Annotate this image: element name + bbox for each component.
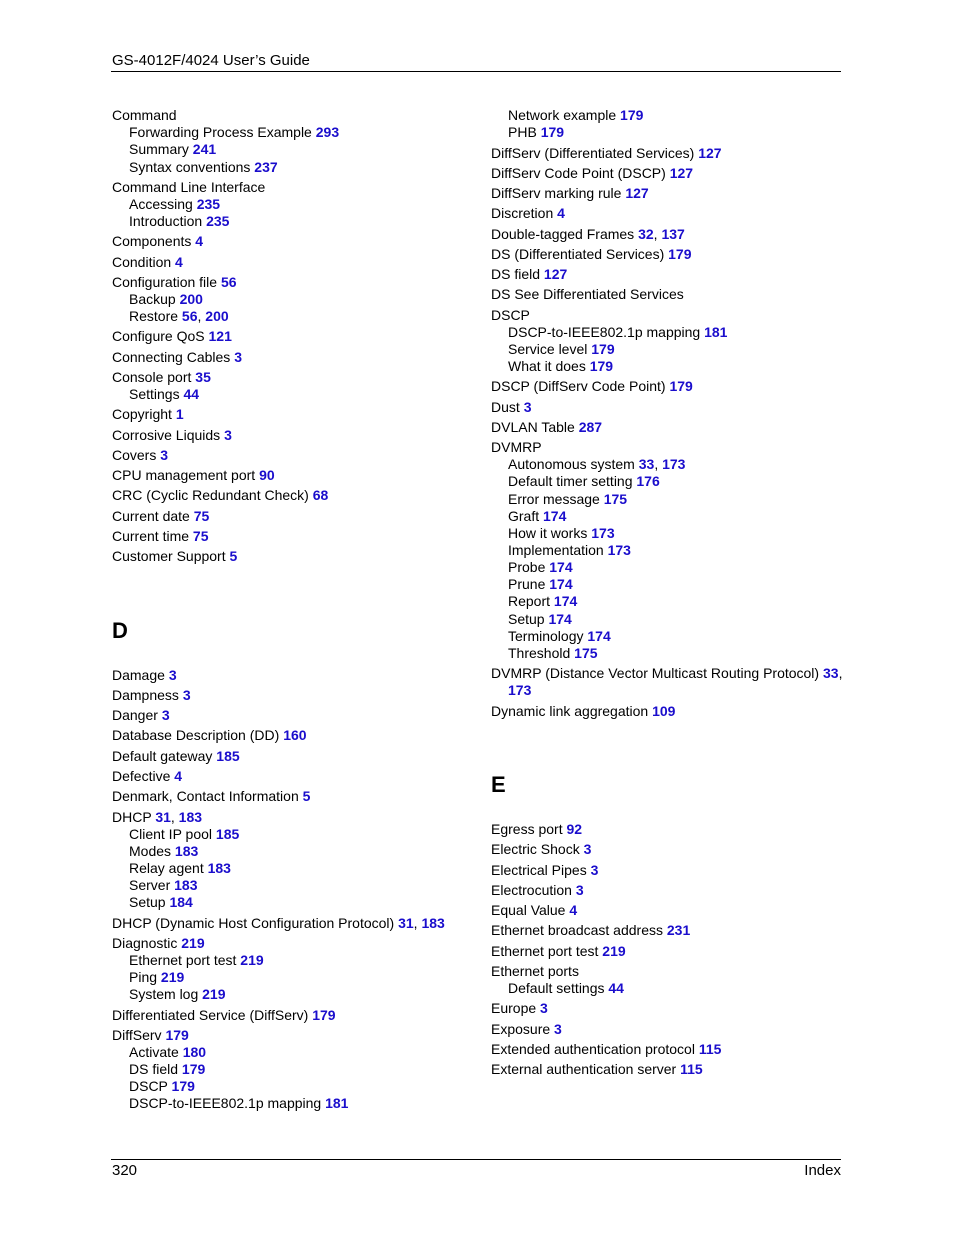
index-term: Threshold	[508, 645, 571, 661]
page-link[interactable]: 174	[548, 611, 572, 627]
index-entry	[112, 427, 232, 444]
index-entry: DHCP 31, 183	[112, 809, 203, 825]
index-entry	[112, 487, 328, 504]
index-term: Graft	[508, 508, 540, 524]
page-link[interactable]: 179	[668, 246, 692, 262]
index-term: Relay agent	[129, 860, 204, 876]
index-term: Danger	[112, 707, 158, 723]
index-subentry	[129, 159, 278, 176]
index-entry: DVMRP (Distance Vector Multicast Routing Protocol) 33,	[491, 665, 843, 681]
index-term: Dust	[491, 399, 520, 415]
index-term: Command Line Interface	[112, 179, 266, 195]
page-link[interactable]: 184	[169, 894, 193, 910]
index-term: Introduction	[129, 213, 203, 229]
page-link[interactable]: 4	[557, 205, 565, 221]
page-link[interactable]: 183	[207, 860, 231, 876]
page-link[interactable]: 235	[196, 196, 221, 212]
index-term: Double-tagged Frames	[491, 226, 635, 242]
page-link[interactable]: 293	[315, 124, 340, 140]
index-subentry	[508, 473, 660, 490]
page-link[interactable]: 127	[669, 165, 694, 181]
index-subentry	[129, 826, 239, 843]
page-link[interactable]: 181	[704, 324, 728, 340]
index-entry	[491, 1061, 703, 1078]
index-entry	[112, 254, 183, 271]
index-term: DS field	[129, 1061, 179, 1077]
index-subentry	[508, 593, 577, 610]
page-link[interactable]: 219	[181, 935, 205, 951]
page-link[interactable]: 4	[195, 233, 204, 249]
index-term: Covers	[112, 447, 157, 463]
index-entry	[491, 963, 579, 980]
page-link[interactable]: 200	[205, 308, 229, 324]
page-link[interactable]: 3	[575, 882, 584, 898]
index-term: Europe	[491, 1000, 537, 1016]
index-term: DS (Differentiated Services)	[491, 246, 665, 262]
index-subentry	[129, 1061, 205, 1078]
index-term: Error message	[508, 491, 600, 507]
page-link[interactable]: 109	[652, 703, 676, 719]
page-link[interactable]: 174	[587, 628, 611, 644]
page-link[interactable]: 174	[553, 593, 578, 609]
page-link[interactable]: 183	[421, 915, 445, 931]
index-term: DHCP	[112, 809, 152, 825]
index-subentry	[508, 980, 624, 997]
page-link[interactable]: 68	[312, 487, 329, 503]
index-term: Customer Support	[112, 548, 226, 564]
index-term: Default gateway	[112, 748, 213, 764]
index-term: Accessing	[129, 196, 193, 212]
index-entry	[112, 1007, 336, 1024]
page-link[interactable]: 56	[220, 274, 237, 290]
index-entry	[491, 378, 693, 395]
page-link[interactable]: 3	[160, 447, 169, 463]
index-entry	[112, 179, 265, 196]
index-subentry	[129, 213, 229, 230]
index-subentry	[508, 645, 598, 662]
index-entry	[491, 862, 598, 879]
index-term: Default timer setting	[508, 473, 633, 489]
page-link[interactable]: 75	[193, 508, 210, 524]
page-link[interactable]: 90	[259, 467, 275, 483]
index-term: DiffServ	[112, 1027, 162, 1043]
index-entry	[112, 349, 242, 366]
index-term: DVLAN Table	[491, 419, 575, 435]
page-link[interactable]: 127	[543, 266, 568, 282]
page-link[interactable]: 179	[589, 358, 614, 374]
index-entry	[491, 286, 684, 303]
page-link[interactable]: 35	[195, 369, 211, 385]
page-link[interactable]: 174	[543, 508, 567, 524]
index-subentry	[129, 894, 193, 911]
index-term: System log	[129, 986, 199, 1002]
index-entry	[491, 439, 542, 456]
index-entry	[112, 328, 232, 345]
index-term: Denmark, Contact Information	[112, 788, 299, 804]
index-term: Damage	[112, 667, 165, 683]
index-term: Database Description (DD)	[112, 727, 280, 743]
page-link[interactable]: 173	[508, 682, 532, 698]
index-term: DSCP-to-IEEE802.1p mapping	[508, 324, 701, 340]
index-term: External authentication server	[491, 1061, 677, 1077]
index-term: Ethernet port test	[129, 952, 237, 968]
index-term: Configure QoS	[112, 328, 205, 344]
index-term: Equal Value	[491, 902, 566, 918]
index-term: DS See Differentiated Services	[491, 286, 684, 302]
page-link[interactable]: 179	[165, 1027, 189, 1043]
page-link[interactable]: 121	[208, 328, 232, 344]
index-entry	[491, 922, 690, 939]
index-term: Default settings	[508, 980, 605, 996]
index-term: Egress port	[491, 821, 563, 837]
page-link[interactable]: 3	[161, 707, 170, 723]
page-link[interactable]: 219	[602, 943, 626, 959]
index-entry	[491, 882, 584, 899]
page-link[interactable]: 4	[174, 768, 183, 784]
page-link[interactable]: 4	[175, 254, 183, 270]
page-link[interactable]: 185	[215, 826, 240, 842]
index-entry	[112, 748, 240, 765]
index-term: Configuration file	[112, 274, 218, 290]
index-entry-continuation	[508, 682, 531, 699]
index-entry	[491, 205, 565, 222]
index-entry	[112, 467, 275, 484]
index-entry	[491, 266, 567, 283]
page-link[interactable]: 179	[669, 378, 693, 394]
index-subentry	[508, 628, 611, 645]
page-link[interactable]: 174	[549, 559, 573, 575]
index-term: Report	[508, 593, 551, 609]
index-entry	[112, 107, 177, 124]
page-link[interactable]: 241	[192, 141, 217, 157]
index-letter-heading: D	[112, 618, 128, 643]
index-term: PHB	[508, 124, 537, 140]
page-link[interactable]: 174	[549, 576, 573, 592]
page-link[interactable]: 92	[566, 821, 583, 837]
page-link[interactable]: 31	[155, 809, 171, 825]
index-term: DSCP	[491, 307, 530, 323]
index-term: CPU management port	[112, 467, 256, 483]
page-link[interactable]: 183	[174, 843, 199, 859]
index-term: Components	[112, 233, 192, 249]
index-term: DiffServ Code Point (DSCP)	[491, 165, 666, 181]
index-entry	[112, 935, 205, 952]
index-term: Electrical Pipes	[491, 862, 587, 878]
index-entry	[491, 1000, 548, 1017]
index-term: DiffServ (Differentiated Services)	[491, 145, 695, 161]
index-term: Setup	[508, 611, 545, 627]
index-entry	[112, 406, 184, 423]
index-entry	[112, 274, 237, 291]
index-term: Console port	[112, 369, 192, 385]
index-subentry	[129, 124, 339, 141]
page-link[interactable]: 175	[603, 491, 628, 507]
index-entry: DHCP (Dynamic Host Configuration Protocol) 31, 183	[112, 915, 445, 931]
index-term: DSCP-to-IEEE802.1p mapping	[129, 1095, 322, 1111]
index-entry	[491, 841, 591, 858]
page-link[interactable]: 179	[181, 1061, 206, 1077]
page-link[interactable]: 3	[182, 687, 191, 703]
index-subentry	[508, 341, 615, 358]
index-entry	[112, 369, 211, 386]
index-term: Activate	[129, 1044, 179, 1060]
index-entry	[112, 1027, 189, 1044]
index-subentry	[129, 141, 216, 158]
index-term: Ethernet ports	[491, 963, 579, 979]
index-term: Implementation	[508, 542, 604, 558]
page-link[interactable]: 5	[229, 548, 238, 564]
index-entry	[491, 145, 722, 162]
index-term: Syntax conventions	[129, 159, 251, 175]
index-entry	[491, 307, 530, 324]
index-entry	[112, 687, 191, 704]
page-link[interactable]: 3	[554, 1021, 562, 1037]
page-link[interactable]: 127	[698, 145, 722, 161]
page-link[interactable]: 237	[254, 159, 278, 175]
index-subentry	[508, 525, 615, 542]
page-link[interactable]: 200	[179, 291, 203, 307]
page-link[interactable]: 3	[224, 427, 232, 443]
page-link[interactable]: 3	[540, 1000, 548, 1016]
page-link[interactable]: 31	[398, 915, 414, 931]
index-term: Server	[129, 877, 171, 893]
index-subentry	[508, 124, 564, 141]
page-link[interactable]: 183	[178, 809, 203, 825]
index-term: DS field	[491, 266, 541, 282]
index-subentry: Autonomous system 33, 173	[508, 456, 686, 472]
index-term: Autonomous system	[508, 456, 635, 472]
index-subentry	[129, 1078, 195, 1095]
index-term: CRC (Cyclic Redundant Check)	[112, 487, 309, 503]
page-link[interactable]: 183	[174, 877, 198, 893]
index-subentry	[129, 386, 199, 403]
page-link[interactable]: 44	[183, 386, 200, 402]
index-term: Diagnostic	[112, 935, 178, 951]
page-link[interactable]: 173	[607, 542, 631, 558]
index-term: Modes	[129, 843, 172, 859]
index-term: Connecting Cables	[112, 349, 231, 365]
index-term: Setup	[129, 894, 166, 910]
page-link[interactable]: 3	[523, 399, 532, 415]
index-term: Prune	[508, 576, 546, 592]
index-entry	[491, 1041, 721, 1058]
index-term: Ping	[129, 969, 158, 985]
page-link[interactable]: 231	[666, 922, 691, 938]
page-link[interactable]: 32	[638, 226, 654, 242]
page-link[interactable]: 185	[216, 748, 240, 764]
page-link[interactable]: 3	[583, 841, 592, 857]
footer-rule	[111, 1159, 841, 1160]
index-entry	[112, 233, 203, 250]
page-link[interactable]: 181	[325, 1095, 349, 1111]
index-entry	[112, 447, 168, 464]
index-term: Current time	[112, 528, 190, 544]
index-entry	[491, 165, 693, 182]
index-term: Current date	[112, 508, 190, 524]
page-link[interactable]: 5	[302, 788, 311, 804]
index-subentry	[129, 986, 226, 1003]
index-term: Terminology	[508, 628, 584, 644]
index-letter-heading: E	[491, 772, 506, 797]
index-term: Forwarding Process Example	[129, 124, 312, 140]
index-term: Restore	[129, 308, 179, 324]
index-term: Electrocution	[491, 882, 572, 898]
index-term: Copyright	[112, 406, 172, 422]
index-entry	[112, 707, 170, 724]
index-term: Network example	[508, 107, 617, 123]
index-subentry	[129, 1044, 206, 1061]
index-term: Probe	[508, 559, 546, 575]
index-subentry	[129, 1095, 348, 1112]
page-link[interactable]: 137	[661, 226, 685, 242]
page-link[interactable]: 180	[182, 1044, 207, 1060]
index-subentry	[508, 107, 643, 124]
index-term: What it does	[508, 358, 586, 374]
index-term: DHCP (Dynamic Host Configuration Protocol)	[112, 915, 395, 931]
page-link[interactable]: 219	[202, 986, 226, 1002]
page-link[interactable]: 4	[569, 902, 578, 918]
index-subentry	[508, 508, 566, 525]
page-link[interactable]: 173	[591, 525, 615, 541]
index-term: Backup	[129, 291, 176, 307]
index-entry	[491, 703, 675, 720]
index-entry	[112, 508, 209, 525]
index-term: Ethernet port test	[491, 943, 599, 959]
section-name: Index	[804, 1162, 841, 1179]
page-link[interactable]: 1	[175, 406, 184, 422]
page-link[interactable]: 3	[590, 862, 599, 878]
index-entry	[491, 246, 692, 263]
index-subentry	[129, 877, 197, 894]
index-term: Condition	[112, 254, 172, 270]
index-subentry	[508, 542, 631, 559]
index-subentry	[129, 843, 198, 860]
index-entry	[112, 528, 209, 545]
index-term: How it works	[508, 525, 588, 541]
index-term: Defective	[112, 768, 171, 784]
index-term: Differentiated Service (DiffServ)	[112, 1007, 309, 1023]
page-link[interactable]: 179	[312, 1007, 336, 1023]
index-subentry	[508, 559, 573, 576]
index-subentry	[129, 952, 264, 969]
page-link[interactable]: 115	[698, 1041, 722, 1057]
header-rule	[111, 71, 841, 72]
page-link[interactable]: 75	[192, 528, 209, 544]
page-link[interactable]: 160	[283, 727, 307, 743]
index-subentry	[508, 611, 572, 628]
page-link[interactable]: 175	[574, 645, 598, 661]
index-entry	[112, 548, 237, 565]
index-term: Dynamic link aggregation	[491, 703, 649, 719]
index-subentry	[508, 324, 727, 341]
index-term: Exposure	[491, 1021, 551, 1037]
index-subentry	[508, 576, 573, 593]
index-term: Summary	[129, 141, 189, 157]
page-link[interactable]: 219	[160, 969, 185, 985]
index-subentry	[508, 358, 613, 375]
page-link[interactable]: 179	[171, 1078, 195, 1094]
index-entry	[112, 788, 310, 805]
index-entry	[112, 768, 182, 785]
page-link[interactable]: 176	[636, 473, 660, 489]
index-subentry	[129, 860, 231, 877]
index-term: Command	[112, 107, 177, 123]
index-term: Dampness	[112, 687, 179, 703]
page-link[interactable]: 56	[181, 308, 198, 324]
index-term: DSCP	[129, 1078, 168, 1094]
page-link[interactable]: 44	[608, 980, 624, 996]
index-entry	[491, 902, 577, 919]
index-term: Service level	[508, 341, 588, 357]
index-entry	[112, 667, 177, 684]
index-term: DVMRP (Distance Vector Multicast Routing Protocol)	[491, 665, 820, 681]
index-entry	[491, 943, 626, 960]
page-link[interactable]: 127	[625, 185, 649, 201]
index-term: Client IP pool	[129, 826, 213, 842]
index-subentry	[129, 291, 203, 308]
index-entry	[112, 727, 307, 744]
index-term: Discretion	[491, 205, 554, 221]
page-link[interactable]: 173	[662, 456, 686, 472]
page-link[interactable]: 33	[638, 456, 655, 472]
index-subentry	[129, 196, 220, 213]
index-term: DVMRP	[491, 439, 542, 455]
page-link[interactable]: 179	[620, 107, 644, 123]
page-link[interactable]: 179	[591, 341, 615, 357]
page-link[interactable]: 287	[578, 419, 603, 435]
index-entry: Double-tagged Frames 32, 137	[491, 226, 685, 242]
page-link[interactable]: 235	[206, 213, 230, 229]
index-term: DiffServ marking rule	[491, 185, 622, 201]
index-term: Settings	[129, 386, 180, 402]
page-link[interactable]: 33	[822, 665, 839, 681]
index-subentry	[508, 491, 627, 508]
page-header-title: GS-4012F/4024 User’s Guide	[112, 52, 310, 69]
index-entry	[491, 1021, 562, 1038]
index-entry	[491, 419, 602, 436]
index-term: Corrosive Liquids	[112, 427, 221, 443]
page-link[interactable]: 179	[540, 124, 565, 140]
index-term: Electric Shock	[491, 841, 580, 857]
page-link[interactable]: 3	[168, 667, 177, 683]
page-number: 320	[112, 1162, 138, 1179]
page-link[interactable]: 3	[234, 349, 242, 365]
index-term: DSCP (DiffServ Code Point)	[491, 378, 666, 394]
index-entry	[491, 399, 531, 416]
index-term: Ethernet broadcast address	[491, 922, 663, 938]
index-entry	[491, 185, 649, 202]
index-subentry: Restore 56, 200	[129, 308, 229, 324]
index-subentry	[129, 969, 184, 986]
page-link[interactable]: 219	[240, 952, 264, 968]
index-entry	[491, 821, 582, 838]
index-term: Extended authentication protocol	[491, 1041, 695, 1057]
page-link[interactable]: 115	[680, 1061, 703, 1077]
